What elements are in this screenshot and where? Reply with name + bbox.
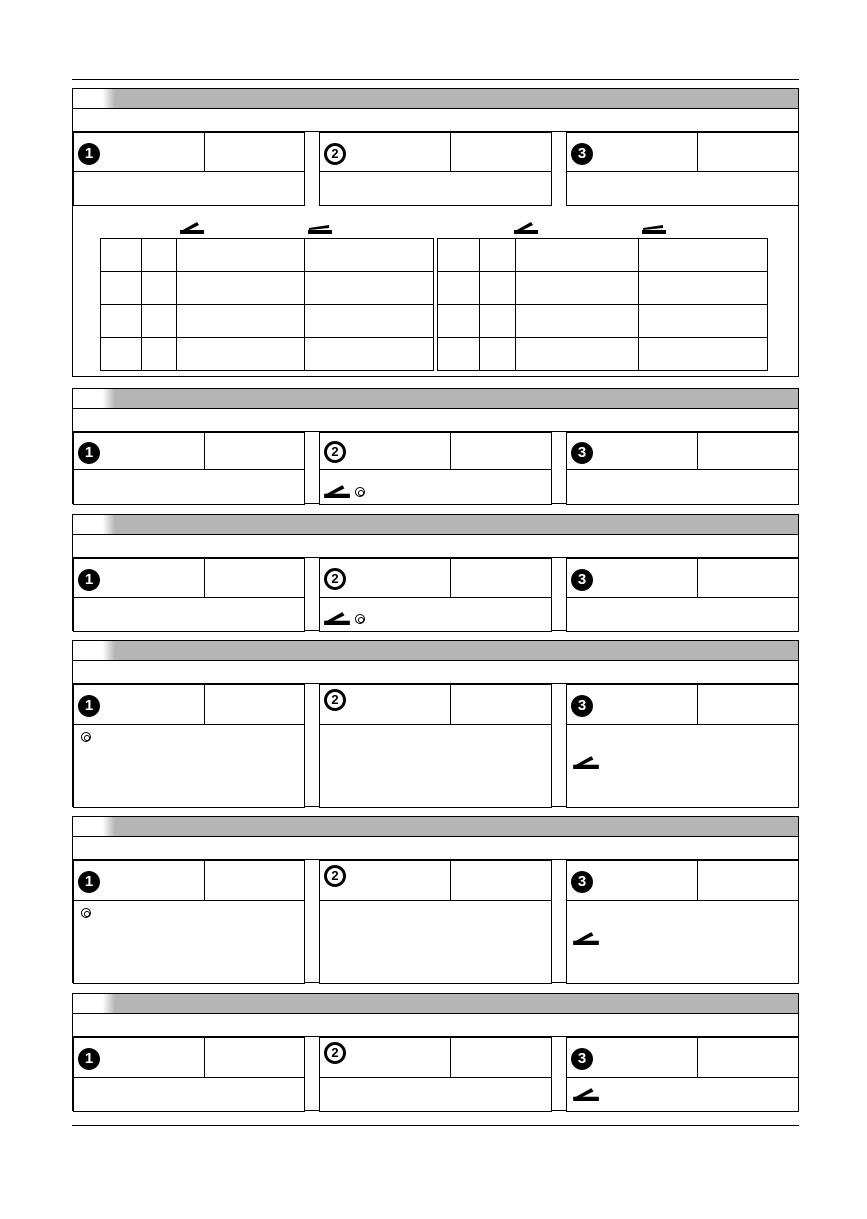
section-subtitle-bar bbox=[73, 838, 798, 860]
bottom-rule bbox=[72, 1125, 799, 1126]
pedal-icon bbox=[572, 754, 600, 769]
section-2 bbox=[72, 388, 799, 504]
step-number-icon: 2 bbox=[324, 1042, 346, 1064]
step-number-icon: 3 bbox=[571, 1048, 593, 1070]
section-subtitle-bar bbox=[73, 110, 798, 132]
step-number-icon: 3 bbox=[571, 871, 593, 893]
top-rule bbox=[72, 79, 799, 80]
step-box-2 bbox=[319, 132, 552, 206]
section-6 bbox=[72, 993, 799, 1111]
step-box-2 bbox=[319, 860, 552, 984]
pedal-icon bbox=[179, 220, 205, 234]
step-box-3 bbox=[566, 132, 799, 206]
table-row bbox=[438, 305, 768, 338]
step-box-2 bbox=[319, 432, 552, 505]
target-icon bbox=[355, 487, 365, 497]
pedal-table-right bbox=[437, 238, 768, 371]
pedal-table-left bbox=[100, 238, 434, 371]
step-number-icon: 1 bbox=[78, 143, 100, 165]
step-box-1 bbox=[73, 684, 305, 808]
table-row bbox=[438, 239, 768, 272]
section-header bbox=[73, 817, 798, 837]
section-subtitle-bar bbox=[73, 410, 798, 432]
step-number-icon: 3 bbox=[571, 143, 593, 165]
step-box-2 bbox=[319, 1037, 552, 1112]
section-header bbox=[73, 641, 798, 661]
pedal-icon bbox=[572, 930, 600, 945]
step-box-1 bbox=[73, 860, 305, 984]
section-header bbox=[73, 389, 798, 409]
section-1 bbox=[72, 88, 799, 377]
step-number-icon: 1 bbox=[78, 871, 100, 893]
step-box-3 bbox=[566, 860, 799, 984]
pedal-icon bbox=[323, 610, 351, 625]
step-box-head bbox=[74, 133, 304, 172]
step-box-head bbox=[567, 433, 798, 470]
table-row bbox=[101, 239, 434, 272]
step-box-head bbox=[567, 559, 798, 598]
step-box-1 bbox=[73, 132, 305, 206]
pedal-icon bbox=[641, 222, 667, 234]
step-box-1 bbox=[73, 558, 305, 632]
target-icon bbox=[81, 732, 91, 742]
step-box-head bbox=[320, 559, 551, 598]
step-box-head bbox=[320, 133, 551, 172]
step-box-head bbox=[320, 861, 551, 901]
step-box-head bbox=[74, 685, 304, 725]
step-box-head bbox=[567, 685, 798, 725]
step-box-3 bbox=[566, 432, 799, 505]
section-tab bbox=[73, 89, 115, 108]
table-row bbox=[438, 272, 768, 305]
step-number-icon: 3 bbox=[571, 569, 593, 591]
section-5 bbox=[72, 816, 799, 983]
section-subtitle-bar bbox=[73, 1015, 798, 1037]
section-header bbox=[73, 994, 798, 1014]
step-number-icon: 1 bbox=[78, 442, 100, 464]
step-box-3 bbox=[566, 558, 799, 632]
step-box-head bbox=[74, 861, 304, 901]
section-subtitle-bar bbox=[73, 536, 798, 558]
section-4 bbox=[72, 640, 799, 807]
step-number-icon: 1 bbox=[78, 695, 100, 717]
section-tab bbox=[73, 515, 115, 534]
step-box-head bbox=[567, 1038, 798, 1078]
step-number-icon: 2 bbox=[324, 689, 346, 711]
table-row bbox=[438, 338, 768, 371]
step-box-1 bbox=[73, 1037, 305, 1112]
section-header bbox=[73, 515, 798, 535]
step-number-icon: 3 bbox=[571, 442, 593, 464]
step-box-3 bbox=[566, 1037, 799, 1112]
target-icon bbox=[81, 908, 91, 918]
step-box-head bbox=[320, 685, 551, 725]
step-number-icon: 2 bbox=[324, 441, 346, 463]
step-box-head bbox=[320, 1038, 551, 1078]
step-number-icon: 2 bbox=[324, 865, 346, 887]
section-header bbox=[73, 89, 798, 109]
step-box-head bbox=[567, 861, 798, 901]
section-subtitle-bar bbox=[73, 662, 798, 684]
step-box-head bbox=[74, 559, 304, 598]
step-number-icon: 1 bbox=[78, 1048, 100, 1070]
section-tab bbox=[73, 641, 115, 660]
step-number-icon: 3 bbox=[571, 695, 593, 717]
table-row bbox=[101, 305, 434, 338]
pedal-icon bbox=[323, 483, 351, 498]
step-box-2 bbox=[319, 684, 552, 808]
step-box-head bbox=[74, 1038, 304, 1078]
pedal-icon bbox=[513, 220, 539, 234]
step-number-icon: 2 bbox=[324, 568, 346, 590]
table-row bbox=[101, 338, 434, 371]
table-row bbox=[101, 272, 434, 305]
pedal-icon bbox=[307, 222, 333, 234]
section-tab bbox=[73, 817, 115, 836]
step-box-head bbox=[567, 133, 798, 172]
pedal-icon bbox=[572, 1086, 600, 1101]
step-number-icon: 2 bbox=[324, 143, 346, 165]
step-box-3 bbox=[566, 684, 799, 808]
section-3 bbox=[72, 514, 799, 631]
section-tab bbox=[73, 389, 115, 408]
step-box-2 bbox=[319, 558, 552, 632]
target-icon bbox=[355, 614, 365, 624]
step-box-1 bbox=[73, 432, 305, 505]
step-box-head bbox=[320, 433, 551, 470]
section-tab bbox=[73, 994, 115, 1013]
step-number-icon: 1 bbox=[78, 569, 100, 591]
step-box-head bbox=[74, 433, 304, 470]
